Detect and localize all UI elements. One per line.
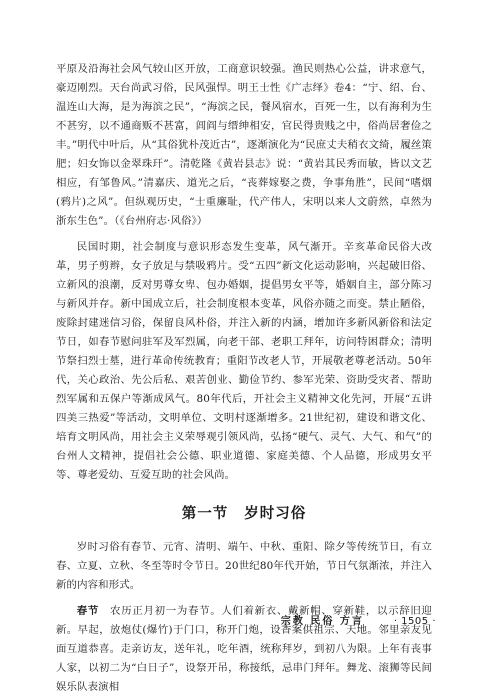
paragraph-modern-customs: 民国时期，社会制度与意识形态发生变革，风气渐开。辛亥革命民俗大改革，男子剪辫，女子放足与禁吸鸦片。受“五四”新文化运动影响，兴起破旧俗、立新风的浪潮，反对男尊女卑、包办婚姻，提倡男女平等，婚姻自主，部分陈习与新风并存。新中国成立后，社会制度根本变革，风俗亦随之而变。禁止陋俗，废除封建迷信习俗，保留良风朴俗，并注入新的内涵，增加许多新风新俗和法定节日，如春节慰问驻军及军烈属，向老干部、老职工拜年，访问特困群众；清明节祭扫烈士墓，进行革命传统教育；重阳节改老人节，开展敬老尊老活动。50年代，关心政治、先公后私、艰苦创业、勤俭节约、参军光荣、资助受灾者、帮助烈军属和五保户等渐成风气。80年代后，开社会主义精神文化先河，开展“五讲四美三热爱”等活动，文明单位、文明村逐渐增多。21世纪初，建设和谐文化、培育文明风尚，用社会主义荣辱观引领风尚，弘扬“硬气、灵气、大气、和气”的台州人文精神，提倡社会公德、职业道德、家庭美德、个人品德，形成男女平等、尊老爱幼、互爱互助的社会风尚。 [56, 241, 432, 481]
term-spring-festival: 春节 [76, 605, 100, 617]
section-heading [56, 502, 432, 523]
page-footer [0, 612, 436, 627]
paragraph-social-customs-history: 平原及沿海社会风气较山区开放，工商意识较强。渔民则热心公益，讲求意气，豪迈刚烈。天台尚武习俗，民风强悍。明王士性《广志绎》卷4：“宁、绍、台、温连山大海，是为海滨之民”，“海滨之民，餐风宿水，百死一生，以有海利为生不甚穷，以不通商贩不甚富，闾阎与缙绅相安，官民得贵贱之中，俗尚居奢俭之丰。”明代中叶后，从“其俗犹朴茂近古”，逐渐演化为“民庶丈夫稍衣文绮，履丝策肥；妇女饰以金翠珠玕”。清乾隆《黄岩县志》说：“黄岩其民秀而敏，皆以文艺相应，有邹鲁风。”清嘉庆、道光之后，“丧葬嫁娶之费，争事角胜”，民间“嗜烟(鸦片)之风”。但纵观历史，“士重廉耻，代产伟人，宋明以来人文蔚然，卓然为浙东生色”。（《台州府志·风俗》） [56, 63, 432, 227]
spring-festival-text: 农历正月初一为春节。人们着新衣、戴新帽、穿新鞋，以示辞旧迎新。早起，放炮仗(爆竹)于门口，称开门炮，设香案供祖宗、天地。邻里亲友见面互道恭喜。走亲访友，送年礼，吃年酒，统称拜岁，到初八为限。上年有丧事人家，以初二为“白日子”，设祭开吊，称接纸，忌串门拜年。舞龙、滚狮等民间娱乐队表演相 [56, 605, 432, 693]
running-footer-section: 宗教 民俗 方言 [280, 616, 364, 627]
document-page [56, 60, 432, 697]
section-number: 第一节 [181, 506, 229, 522]
page-number: · 1505 · [393, 616, 436, 627]
paragraph-festivals-intro: 岁时习俗有春节、元宵、清明、端午、中秋、重阳、除夕等传统节日，有立春、立夏、立秋、冬至等时令节日。20世纪80年代开始，节日气氛渐浓，并注入新的内容和形式。 [56, 541, 432, 591]
section-title: 岁时习俗 [244, 506, 307, 522]
